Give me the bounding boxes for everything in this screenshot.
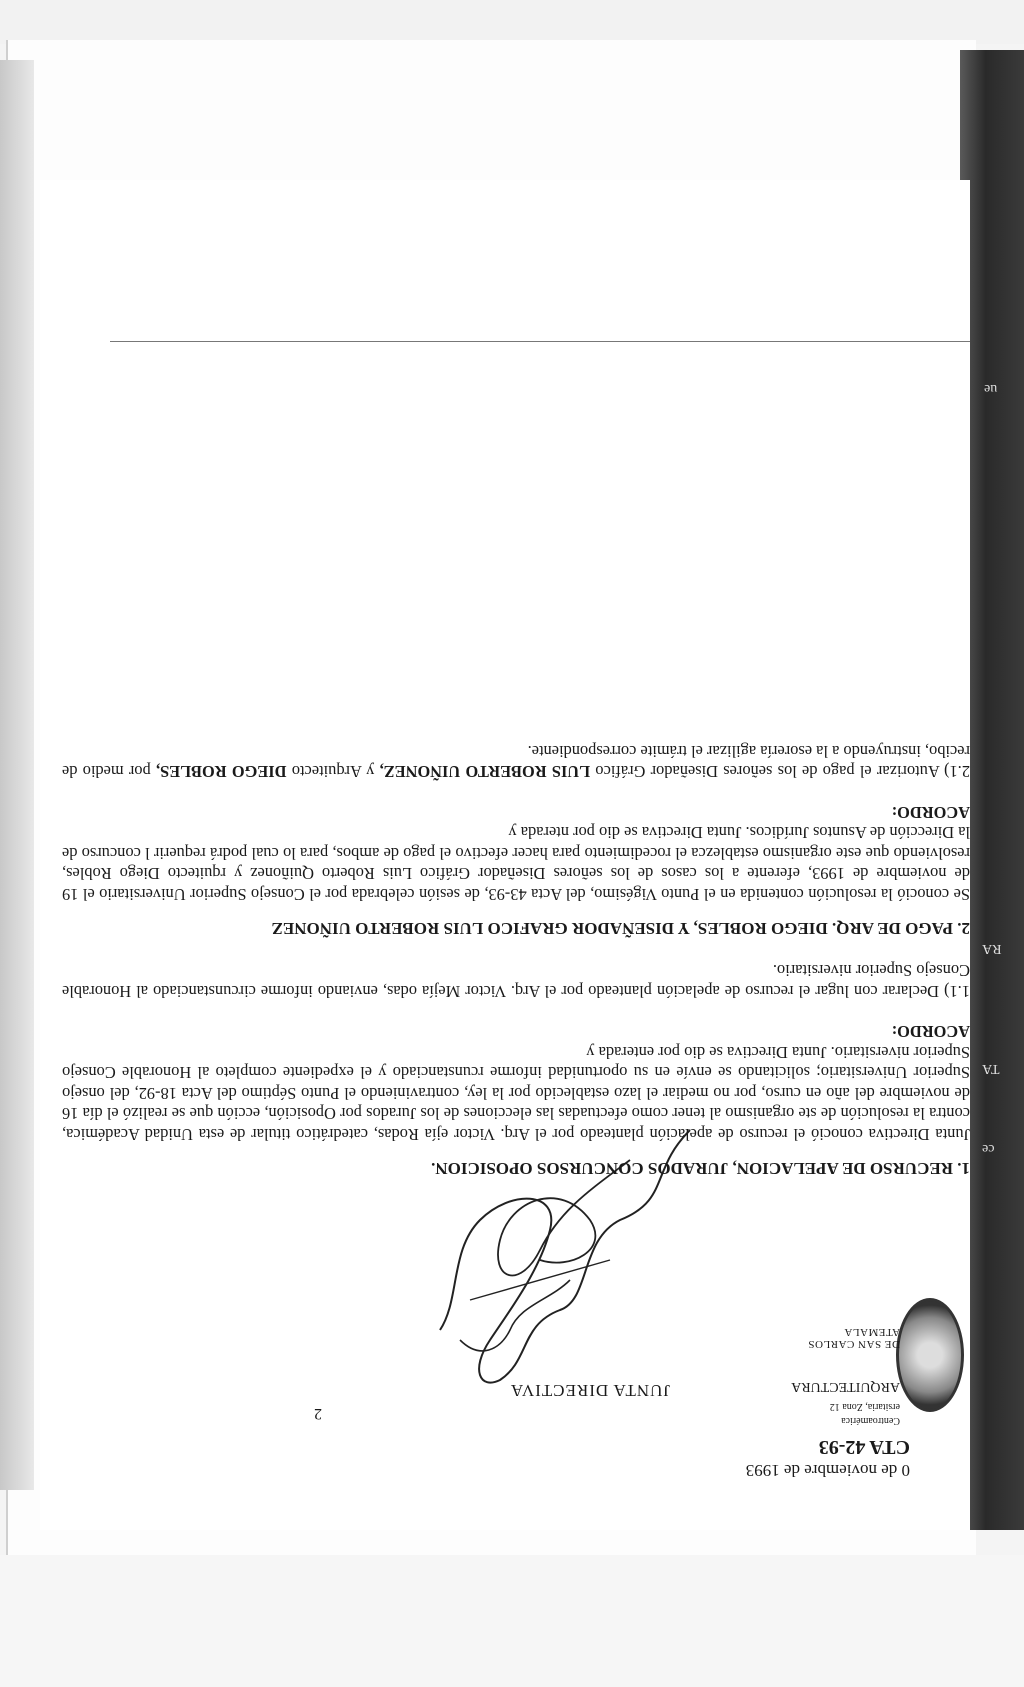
strip-text: RA (982, 941, 1002, 956)
document-body (50, 741, 970, 1201)
university-seal-icon (896, 1298, 964, 1412)
address: ersitaria, Zona 12 (829, 1401, 900, 1412)
acta-date: 0 de noviembre de 1993 (745, 1461, 910, 1480)
resolution-item: 2.1) Autorizar el pago de los señores Diseñador Gráfico LUIS ROBERTO UIÑONEZ, y Arquitecto DIEGO ROBLES, por medio de recibo, instruyendo a la esorería agilizar el trámite correspondiente. (61, 742, 970, 782)
acta-number: CTA 42-93 (818, 1436, 910, 1458)
paragraph: Se conoció la resolución contenida en el Punto Vigésimo, del Acta 43-93, de sesión celebrada por el Consejo Superior Universitario el 19 de noviembre de 1993, eferente a los casos de los señores Diseñador Gráfico Luis Roberto Quiñonez y rquitecto Diego Robles, resolviendo que este organismo establezca el rocedimiento para hacer efectivo el pago de ambos, para lo cual podrá requerir l concurso de la Dirección de Asuntos Jurídicos. Junta Directiva se dio por nterada y (62, 823, 970, 904)
section-heading: 1. RECURSO DE APELACION, JURADOS CONCURSOS OPOSICION. (431, 1159, 970, 1178)
strip-text: ue (984, 381, 998, 396)
strip-text: ce (982, 1141, 995, 1156)
underlying-page-strip (978, 50, 1024, 1530)
strip-text: TA (982, 1061, 1000, 1076)
scan-background-top (0, 0, 1024, 44)
faculty-name: ARQUITECTURA (791, 1379, 900, 1394)
junta-directiva-label: JUNTA DIRECTIVA (509, 1381, 670, 1400)
letterhead (40, 1210, 970, 1530)
resolution-item: 1.1) Declarar con lugar el recurso de apelación planteado por el Arq. Victor Mejía odas, enviando informe circunstanciado al Honorable Consejo Superior niversitario. (62, 961, 970, 1001)
section-heading: 2. PAGO DE ARQ. DIEGO ROBLES, Y DISEÑADOR GRAFICO LUIS ROBERTO UIÑONEZ (271, 919, 970, 938)
region: Centroamérica (841, 1415, 900, 1426)
document-page (40, 180, 970, 1530)
scan-background-bottom (0, 1555, 1024, 1687)
university-name: DE SAN CARLOS ATEMALA (807, 1326, 900, 1350)
paragraph: Junta Directiva conoció el recurso de apelación planteado por el Arq. Victor ejía Rodas, catedrático titular de esta Unidad Académica, contra la resolución de ste organismo al tener como efectuadas las elecciones de los Jurados por Oposición, ección que se realizó el día 16 de noviembre del año en curso, por no mediar el lazo establecido por la ley, contraviniendo el Punto Séptimo del Acta 18-92, del onsejo Superior Universitario; solicitando se envíe en su oportunidad informe rcunstanciado y el expediente completo al Honorable Consejo Superior niversitario. Junta Directiva se dio por enterada y (62, 1043, 970, 1144)
page-rule (110, 341, 970, 342)
page-number: 2 (314, 1405, 322, 1422)
paper-edge (0, 60, 34, 1490)
acuerdo-label: ACORDO: (891, 1022, 970, 1042)
acuerdo-label: ACORDO: (891, 803, 970, 822)
